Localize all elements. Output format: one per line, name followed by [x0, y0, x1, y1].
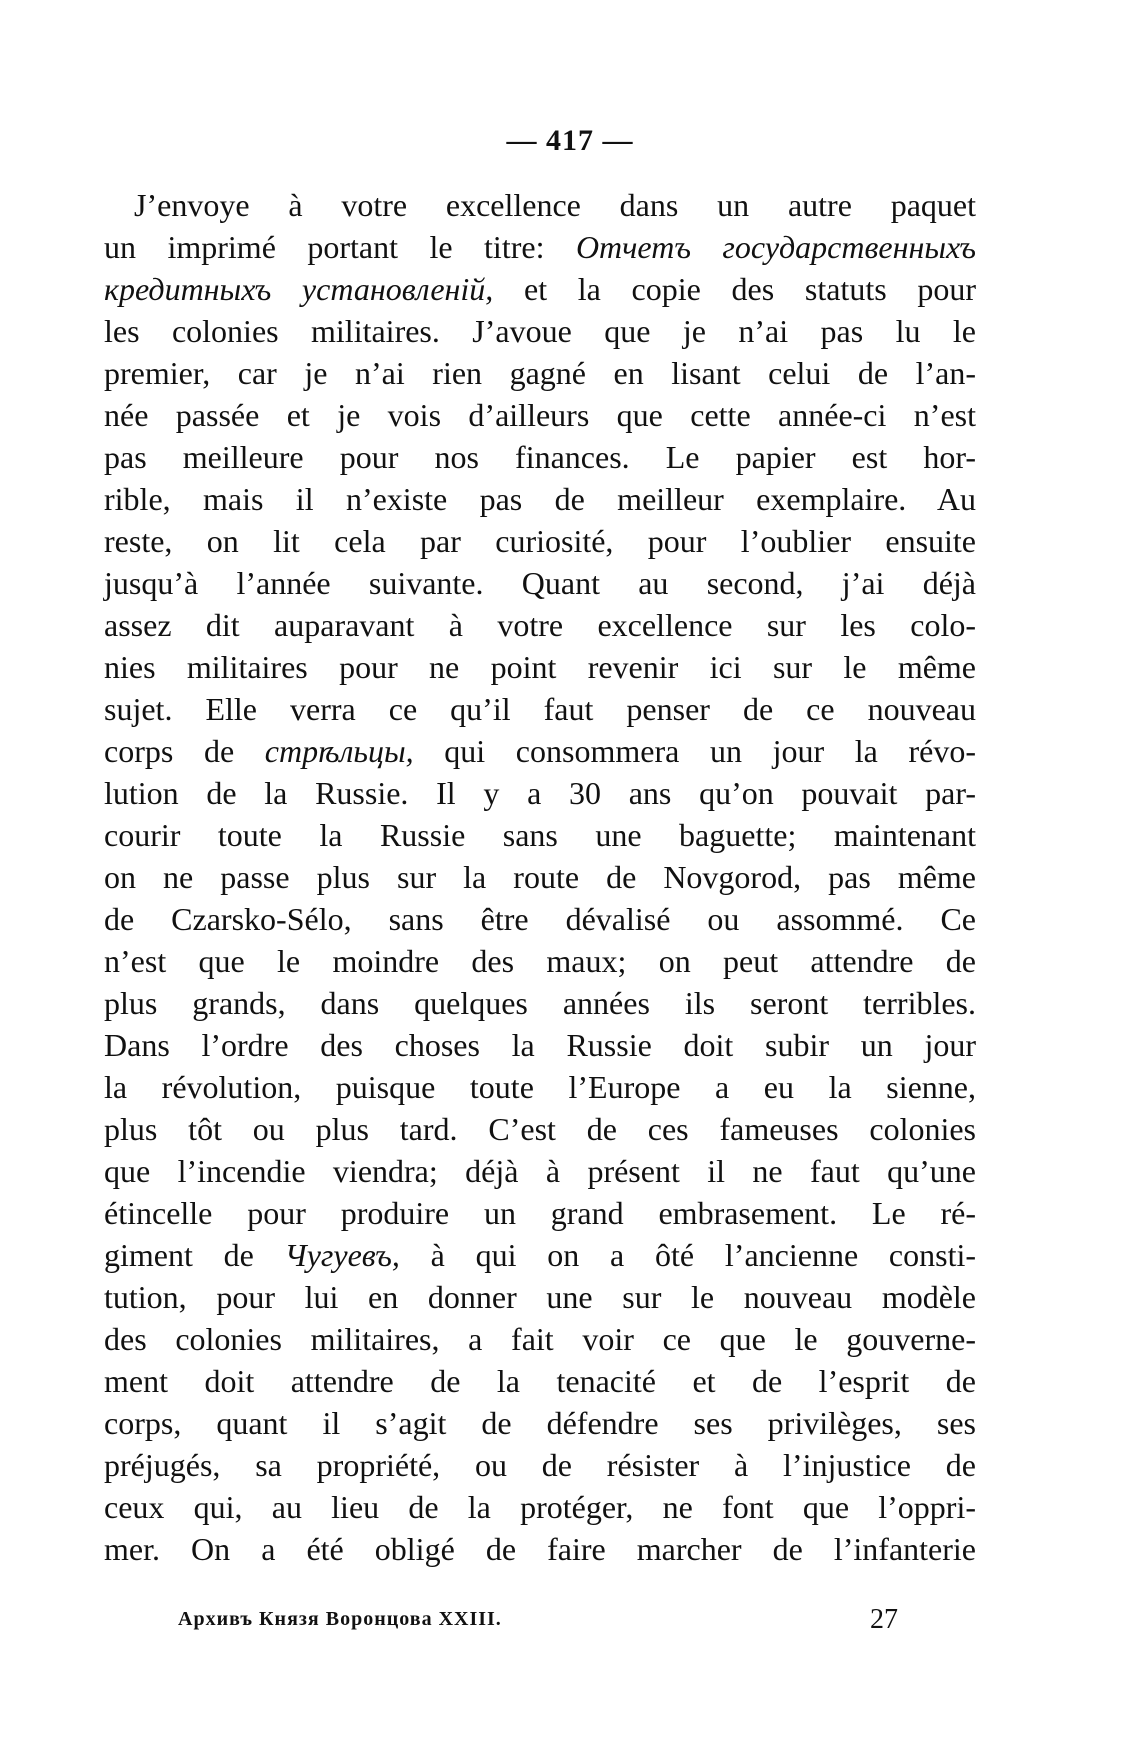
text-line: [104, 1360, 976, 1402]
text-line: [104, 730, 976, 772]
text-line: [104, 772, 976, 814]
text-line: [104, 436, 976, 478]
text-segment: née passée et je vois d’ailleurs que cette année-ci n’est: [104, 397, 976, 433]
text-line: [104, 1402, 976, 1444]
text-line: [104, 1192, 976, 1234]
text-segment: giment de: [104, 1237, 285, 1273]
text-segment: courir toute la Russie sans une baguette; maintenant: [104, 817, 976, 853]
text-segment: qui consommera un jour la révo-: [413, 733, 977, 769]
text-line: [104, 898, 976, 940]
text-segment: plus grands, dans quelques années ils seront terribles.: [104, 985, 976, 1021]
page-number: — 417 —: [506, 124, 634, 157]
text-line: [104, 982, 976, 1024]
text-segment: reste, on lit cela par curiosité, pour l’oublier ensuite: [104, 523, 976, 559]
text-segment: corps de: [104, 733, 265, 769]
text-segment: plus tôt ou plus tard. C’est de ces fameuses colonies: [104, 1111, 976, 1147]
text-line: [104, 226, 976, 268]
text-line: [104, 394, 976, 436]
russian-italic-phrase: стрѣльцы,: [264, 733, 414, 769]
text-segment: mer. On a été obligé de faire marcher de l’infanterie: [104, 1531, 976, 1567]
text-line: [104, 1528, 976, 1570]
text-segment: tution, pour lui en donner une sur le nouveau modèle: [104, 1279, 976, 1315]
text-line: [104, 856, 976, 898]
page-footer: [178, 1604, 898, 1640]
text-line: [104, 1150, 976, 1192]
text-line: [104, 1108, 976, 1150]
text-line: [104, 520, 976, 562]
text-line: [104, 1486, 976, 1528]
text-line: [104, 268, 976, 310]
text-line: [104, 562, 976, 604]
text-segment: de Czarsko-Sélo, sans être dévalisé ou assommé. Ce: [104, 901, 976, 937]
text-segment: J’envoye à votre excellence dans un autre paquet: [134, 187, 976, 223]
text-segment: corps, quant il s’agit de défendre ses privilèges, ses: [104, 1405, 976, 1441]
text-segment: un imprimé portant le titre:: [104, 229, 576, 265]
text-segment: assez dit auparavant à votre excellence sur les colo-: [104, 607, 976, 643]
text-segment: pas meilleure pour nos finances. Le papier est hor-: [104, 439, 976, 475]
text-line: [104, 1234, 976, 1276]
text-line: [104, 1318, 976, 1360]
text-line: [104, 940, 976, 982]
text-line: [104, 604, 976, 646]
russian-italic-phrase: Чугуевъ,: [284, 1237, 400, 1273]
text-segment: ceux qui, au lieu de la protéger, ne font que l’oppri-: [104, 1489, 976, 1525]
footer-archive-title: Архивъ Князя Воронцова XXIII.: [178, 1608, 502, 1630]
text-segment: la révolution, puisque toute l’Europe a eu la sienne,: [104, 1069, 976, 1105]
text-segment: n’est que le moindre des maux; on peut attendre de: [104, 943, 976, 979]
text-segment: à qui on a ôté l’ancienne consti-: [399, 1237, 977, 1273]
text-segment: rible, mais il n’existe pas de meilleur exemplaire. Au: [104, 481, 976, 517]
text-segment: préjugés, sa propriété, ou de résister à l’injustice de: [104, 1447, 976, 1483]
text-segment: et la copie des statuts pour: [493, 271, 977, 307]
text-segment: lution de la Russie. Il y a 30 ans qu’on pouvait par-: [104, 775, 976, 811]
text-line: [104, 184, 976, 226]
text-segment: des colonies militaires, a fait voir ce que le gouverne-: [104, 1321, 976, 1357]
text-segment: Dans l’ordre des choses la Russie doit subir un jour: [104, 1027, 976, 1063]
footer-signature-mark: 27: [870, 1604, 898, 1635]
text-line: [104, 478, 976, 520]
text-segment: que l’incendie viendra; déjà à présent il ne faut qu’une: [104, 1153, 976, 1189]
text-segment: nies militaires pour ne point revenir ici sur le même: [104, 649, 976, 685]
text-segment: jusqu’à l’année suivante. Quant au second, j’ai déjà: [104, 565, 976, 601]
text-line: [104, 646, 976, 688]
text-segment: étincelle pour produire un grand embrasement. Le ré-: [104, 1195, 976, 1231]
text-line: [104, 1276, 976, 1318]
text-segment: premier, car je n’ai rien gagné en lisant celui de l’an-: [104, 355, 976, 391]
russian-italic-phrase: Отчетъ государственныхъ: [575, 229, 977, 265]
text-segment: les colonies militaires. J’avoue que je n’ai pas lu le: [104, 313, 976, 349]
text-line: [104, 1444, 976, 1486]
text-segment: sujet. Elle verra ce qu’il faut penser de ce nouveau: [104, 691, 976, 727]
text-line: [104, 814, 976, 856]
text-segment: on ne passe plus sur la route de Novgorod, pas même: [104, 859, 976, 895]
text-line: [104, 310, 976, 352]
text-line: [104, 688, 976, 730]
russian-italic-phrase: кредитныхъ установленій,: [104, 271, 494, 307]
text-line: [104, 1066, 976, 1108]
text-line: [104, 352, 976, 394]
text-segment: ment doit attendre de la tenacité et de l’esprit de: [104, 1363, 976, 1399]
text-line: [104, 1024, 976, 1066]
body-text: [104, 184, 976, 1570]
